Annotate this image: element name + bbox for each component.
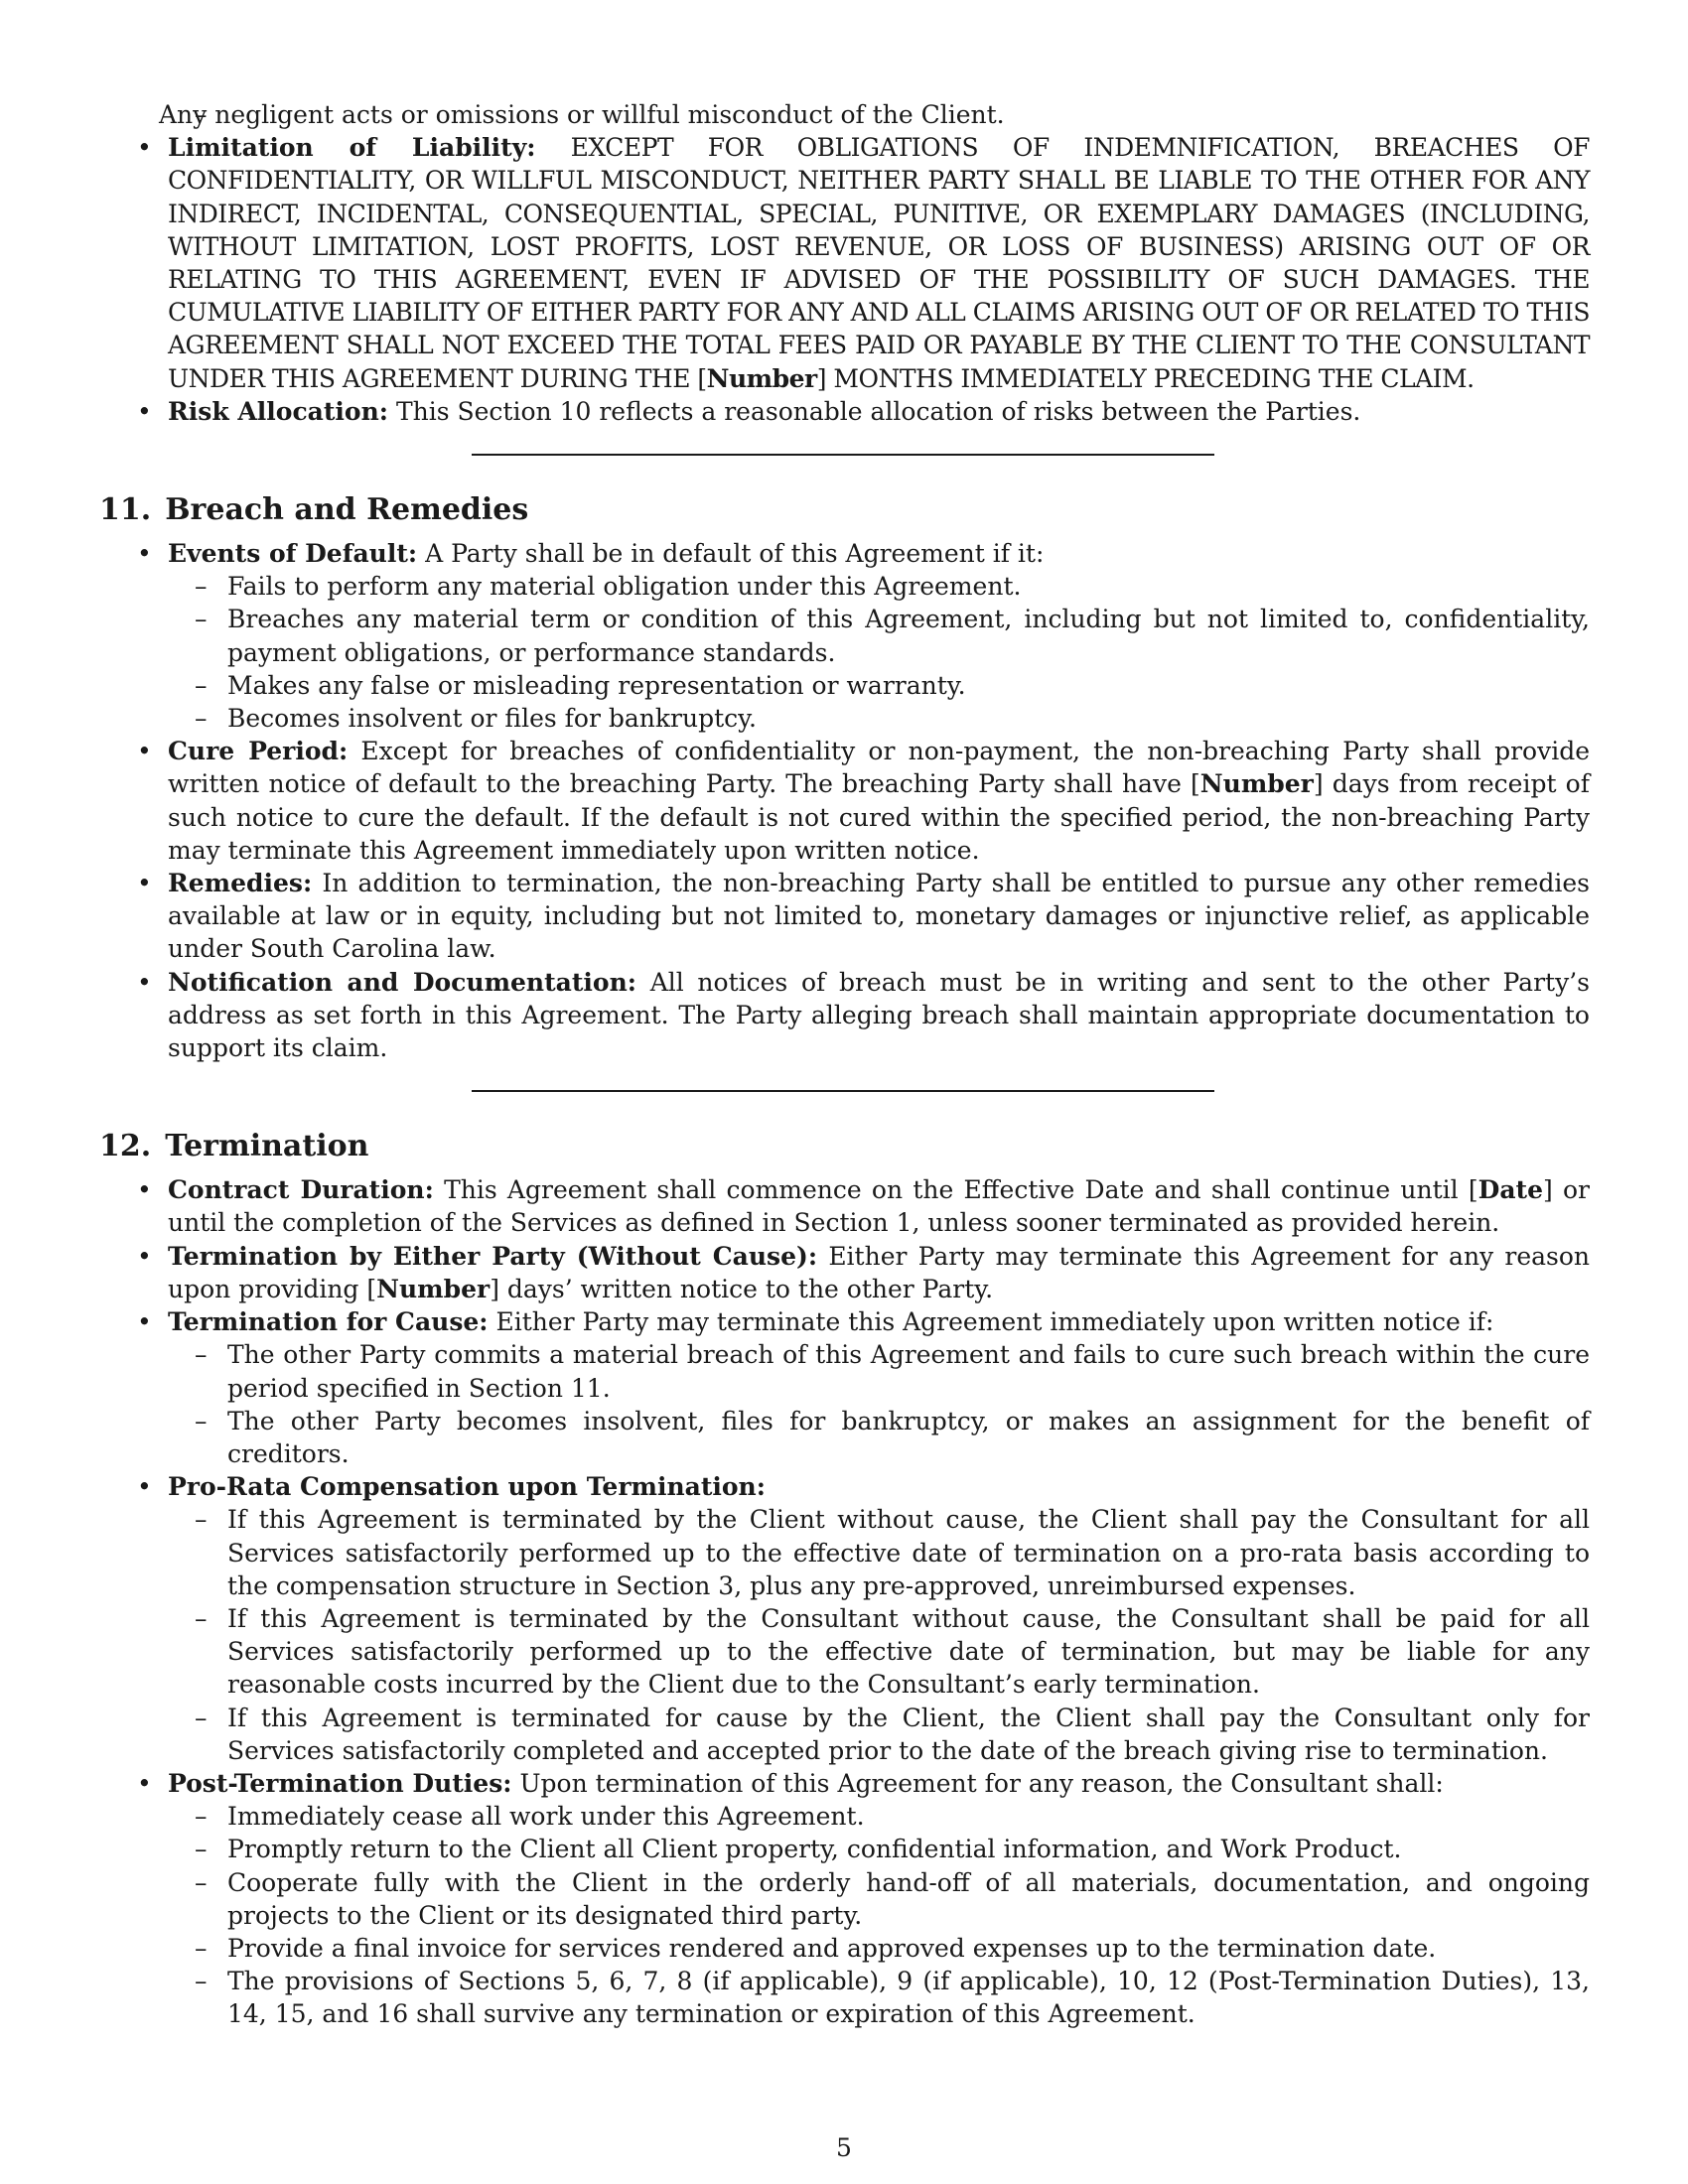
- item-text: Except for breaches of confidentiality or non-payment, the non-breaching Party shall provide written notice of default to the breaching Party. The breaching Party shall have [Number] days from receipt of such notice to cure the default. If the default is not cured within the specified period, the non-breaching Party may terminate this Agreement immediately upon written notice.: [168, 737, 1590, 865]
- list-item: – Makes any false or misleading representation or warranty.: [168, 669, 1590, 702]
- section-divider: [472, 1090, 1214, 1092]
- item-label: Risk Allocation:: [168, 396, 388, 426]
- document-page: [99, 98, 1590, 2031]
- item-text: In addition to termination, the non-breaching Party shall be entitled to pursue any other remedies available at law or in equity, including but not limited to, monetary damages or injunctive relief, as applicable under South Carolina law.: [168, 869, 1590, 964]
- list-item: – Immediately cease all work under this Agreement.: [168, 1800, 1590, 1833]
- item-label: Contract Duration:: [168, 1175, 434, 1205]
- item-text: Upon termination of this Agreement for any reason, the Consultant shall:: [519, 1768, 1444, 1798]
- placeholder-field: Number: [376, 1274, 491, 1303]
- item-text: A Party shall be in default of this Agreement if it:: [425, 539, 1045, 569]
- list-item: – Cooperate fully with the Client in the orderly hand-off of all materials, documentation, and ongoing projects to the Client or its designated third party.: [168, 1866, 1590, 1932]
- item-label: Limitation of Liability:: [168, 133, 536, 163]
- list-item: [99, 98, 1590, 131]
- list-item: – If this Agreement is terminated by the Consultant without cause, the Consultant shall be paid for all Services satisfactorily performed up to the effective date of termination, but may be liable for any reasonable costs incurred by the Client due to the Consultant’s early termination.: [168, 1602, 1590, 1702]
- list-item: – Provide a final invoice for services rendered and approved expenses up to the termination date.: [168, 1932, 1590, 1965]
- notification-item: [99, 966, 1590, 1065]
- list-item: – The other Party commits a material breach of this Agreement and fails to cure such breach within the cure period specified in Section 11.: [168, 1338, 1590, 1404]
- item-text: Either Party may terminate this Agreement for any reason upon providing [Number] days’ written notice to the other Party.: [168, 1241, 1591, 1303]
- item-label: Remedies:: [168, 869, 313, 898]
- section-12-list: [99, 1173, 1590, 2030]
- item-text: Either Party may terminate this Agreement immediately upon written notice if:: [495, 1307, 1494, 1337]
- item-text: EXCEPT FOR OBLIGATIONS OF INDEMNIFICATION, BREACHES OF CONFIDENTIALITY, OR WILLFUL MISCONDUCT, NEITHER PARTY SHALL BE LIABLE TO THE OTHER FOR ANY INDIRECT, INCIDENTAL, CONSEQUENTIAL, SPECIAL, PUNITIVE, OR EXEMPLARY DAMAGES (INCLUDING, WITHOUT LIMITATION, LOST PROFITS, LOST REVENUE, OR LOSS OF BUSINESS) ARISING OUT OF OR RELATING TO THIS AGREEMENT, EVEN IF ADVISED OF THE POSSIBILITY OF SUCH DAMAGES. THE CUMULATIVE LIABILITY OF EITHER PARTY FOR ANY AND ALL CLAIMS ARISING OUT OF OR RELATED TO THIS AGREEMENT SHALL NOT EXCEED THE TOTAL FEES PAID OR PAYABLE BY THE CLIENT TO THE CONSULTANT UNDER THIS AGREEMENT DURING THE [Number] MONTHS IMMEDIATELY PRECEDING THE CLAIM.: [168, 133, 1590, 393]
- list-item: – Breaches any material term or condition of this Agreement, including but not limited to, confidentiality, payment obligations, or performance standards.: [168, 603, 1590, 668]
- item-text: This Section 10 reflects a reasonable allocation of risks between the Parties.: [395, 396, 1361, 426]
- list-item: – Promptly return to the Client all Client property, confidential information, and Work Product.: [168, 1833, 1590, 1865]
- list-item-text: Any negligent acts or omissions or willful misconduct of the Client.: [159, 100, 1005, 129]
- item-label: Post-Termination Duties:: [168, 1768, 512, 1798]
- remedies-item: [99, 867, 1590, 966]
- item-label: Termination for Cause:: [168, 1307, 489, 1337]
- list-item: – Fails to perform any material obligation under this Agreement.: [168, 570, 1590, 603]
- item-text: All notices of breach must be in writing and sent to the other Party’s address as set forth in this Agreement. The Party alleging breach shall maintain appropriate documentation to support its claim.: [168, 967, 1590, 1063]
- limitation-of-liability-item: [99, 131, 1590, 395]
- section-11-heading: 11. Breach and Remedies: [99, 492, 529, 528]
- item-label: Cure Period:: [168, 737, 349, 766]
- cure-period-item: [99, 735, 1590, 867]
- placeholder-field: Date: [1477, 1175, 1543, 1205]
- section-divider: [472, 454, 1214, 456]
- list-item: – The other Party becomes insolvent, files for bankruptcy, or makes an assignment for the benefit of creditors.: [168, 1405, 1590, 1470]
- list-item: – If this Agreement is terminated by the Client without cause, the Client shall pay the Consultant for all Services satisfactorily performed up to the effective date of termination on a pro-rata basis according to the compensation structure in Section 3, plus any pre-approved, unreimbursed expenses.: [168, 1503, 1590, 1602]
- section-10-list: [99, 98, 1590, 428]
- termination-for-cause-item: [99, 1305, 1590, 1470]
- contract-duration-item: [99, 1173, 1590, 1239]
- pro-rata-compensation-item: [99, 1470, 1590, 1767]
- placeholder-field: Number: [706, 363, 817, 393]
- post-termination-duties-item: [99, 1767, 1590, 2031]
- risk-allocation-item: [99, 395, 1590, 428]
- list-item: – The provisions of Sections 5, 6, 7, 8 (if applicable), 9 (if applicable), 10, 12 (Post-Termination Duties), 13, 14, 15, and 16 shall survive any termination or expiration of this Agreement.: [168, 1965, 1590, 2030]
- list-item: – Becomes insolvent or files for bankruptcy.: [168, 702, 1590, 735]
- placeholder-field: Number: [1199, 769, 1314, 799]
- item-label: Notification and Documentation:: [168, 967, 636, 997]
- item-label: Pro-Rata Compensation upon Termination:: [168, 1472, 766, 1502]
- page-number: 5: [836, 2133, 852, 2162]
- list-item: – If this Agreement is terminated for cause by the Client, the Client shall pay the Consultant only for Services satisfactorily completed and accepted prior to the date of the breach giving rise to termination.: [168, 1702, 1590, 1767]
- item-text: This Agreement shall commence on the Effective Date and shall continue until [Date] or until the completion of the Services as defined in Section 1, unless sooner terminated as provided herein.: [168, 1175, 1591, 1238]
- events-of-default-item: [99, 537, 1590, 735]
- item-label: Events of Default:: [168, 539, 418, 569]
- termination-without-cause-item: [99, 1240, 1590, 1305]
- section-12-heading: 12. Termination: [99, 1129, 369, 1164]
- section-11-list: [99, 537, 1590, 1064]
- item-label: Termination by Either Party (Without Cause):: [168, 1241, 818, 1271]
